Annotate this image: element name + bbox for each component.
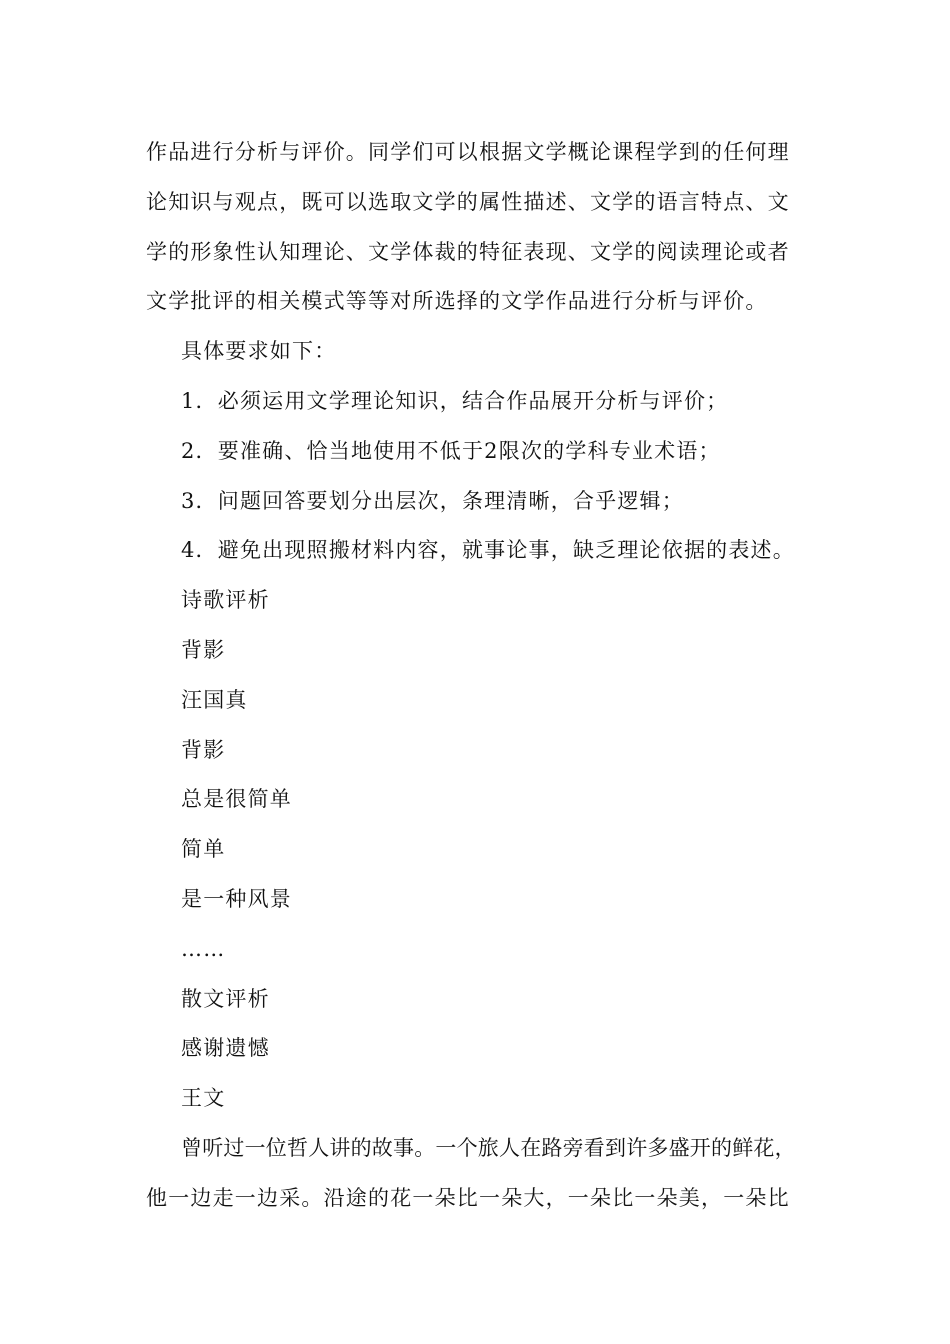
poem-line: 是一种风景 (181, 886, 292, 911)
document-page (146, 128, 826, 1224)
text-line: 论知识与观点，既可以选取文学的属性描述、文学的语言特点、文 (146, 189, 790, 214)
section-heading-poetry: 诗歌评析 (181, 588, 270, 613)
poem-author: 汪国真 (181, 687, 248, 712)
ellipsis: …… (181, 936, 226, 961)
requirement-item: 3．问题回答要划分出层次，条理清晰，合乎逻辑； (181, 488, 684, 513)
essay-paragraph-line: 他一边走一边采。沿途的花一朵比一朵大，一朵比一朵美，一朵比 (146, 1185, 790, 1210)
requirement-item: 4．避免出现照搬材料内容，就事论事，缺乏理论依据的表述。 (181, 538, 795, 563)
requirement-item: 2．要准确、恰当地使用不低于2限次的学科专业术语； (181, 438, 721, 463)
text-line: 文学批评的相关模式等等对所选择的文学作品进行分析与评价。 (146, 289, 768, 314)
essay-title: 感谢遗憾 (181, 1036, 270, 1061)
poem-line: 简单 (181, 837, 226, 862)
poem-line: 总是很简单 (181, 787, 292, 812)
requirements-heading: 具体要求如下： (181, 339, 337, 364)
text-line: 作品进行分析与评价。同学们可以根据文学概论课程学到的任何理 (146, 140, 790, 164)
essay-author: 王文 (181, 1086, 226, 1111)
text-line: 学的形象性认知理论、文学体裁的特征表现、文学的阅读理论或者 (146, 239, 790, 264)
poem-line: 背影 (181, 737, 226, 762)
requirement-item: 1．必须运用文学理论知识，结合作品展开分析与评价； (181, 388, 729, 413)
section-heading-prose: 散文评析 (181, 986, 270, 1011)
poem-title: 背影 (181, 637, 226, 662)
essay-paragraph-line: 曾听过一位哲人讲的故事。一个旅人在路旁看到许多盛开的鲜花， (181, 1135, 796, 1160)
